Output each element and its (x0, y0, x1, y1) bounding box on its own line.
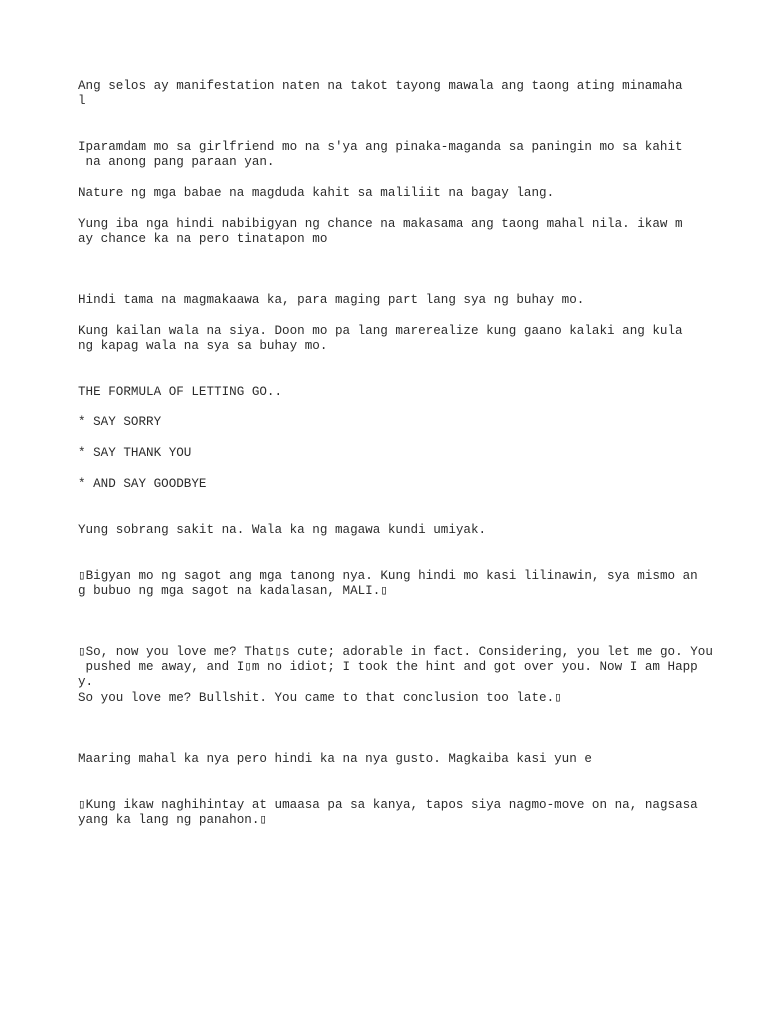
text-line: y. (78, 675, 94, 689)
text-line: Ang selos ay manifestation naten na takot tayong mawala ang taong ating minamaha (78, 79, 683, 93)
text-line: Yung iba nga hindi nabibigyan ng chance na makasama ang taong mahal nila. ikaw m (78, 217, 683, 231)
section-heading: THE FORMULA OF LETTING GO.. (78, 385, 283, 399)
text-line: na anong pang paraan yan. (78, 155, 275, 169)
text-line: l (78, 94, 86, 108)
text-line: ay chance ka na pero tinatapon mo (78, 232, 328, 246)
text-line: pushed me away, and I▯m no idiot; I took the hint and got over you. Now I am Happ (78, 660, 698, 674)
text-line: Kung kailan wala na siya. Doon mo pa lang marerealize kung gaano kalaki ang kula (78, 324, 683, 338)
text-line: g bubuo ng mga sagot na kadalasan, MALI.▯ (78, 584, 388, 598)
text-line: ▯Bigyan mo ng sagot ang mga tanong nya. Kung hindi mo kasi lilinawin, sya mismo an (78, 569, 698, 583)
text-line: Nature ng mga babae na magduda kahit sa maliliit na bagay lang. (78, 186, 555, 200)
text-line: So you love me? Bullshit. You came to that conclusion too late.▯ (78, 691, 562, 705)
text-line: Yung sobrang sakit na. Wala ka ng magawa kundi umiyak. (78, 523, 487, 537)
text-line: ▯Kung ikaw naghihintay at umaasa pa sa kanya, tapos siya nagmo-move on na, nagsasa (78, 798, 698, 812)
text-line: Iparamdam mo sa girlfriend mo na s'ya ang pinaka-maganda sa paningin mo sa kahit (78, 140, 683, 154)
text-line: yang ka lang ng panahon.▯ (78, 813, 267, 827)
list-item: * SAY THANK YOU (78, 446, 192, 460)
text-line: Maaring mahal ka nya pero hindi ka na nya gusto. Magkaiba kasi yun e (78, 752, 592, 766)
text-line: ng kapag wala na sya sa buhay mo. (78, 339, 328, 353)
text-line: ▯So, now you love me? That▯s cute; adorable in fact. Considering, you let me go. You (78, 645, 713, 659)
text-line: Hindi tama na magmakaawa ka, para maging part lang sya ng buhay mo. (78, 293, 585, 307)
list-item: * AND SAY GOODBYE (78, 477, 207, 491)
list-item: * SAY SORRY (78, 415, 162, 429)
